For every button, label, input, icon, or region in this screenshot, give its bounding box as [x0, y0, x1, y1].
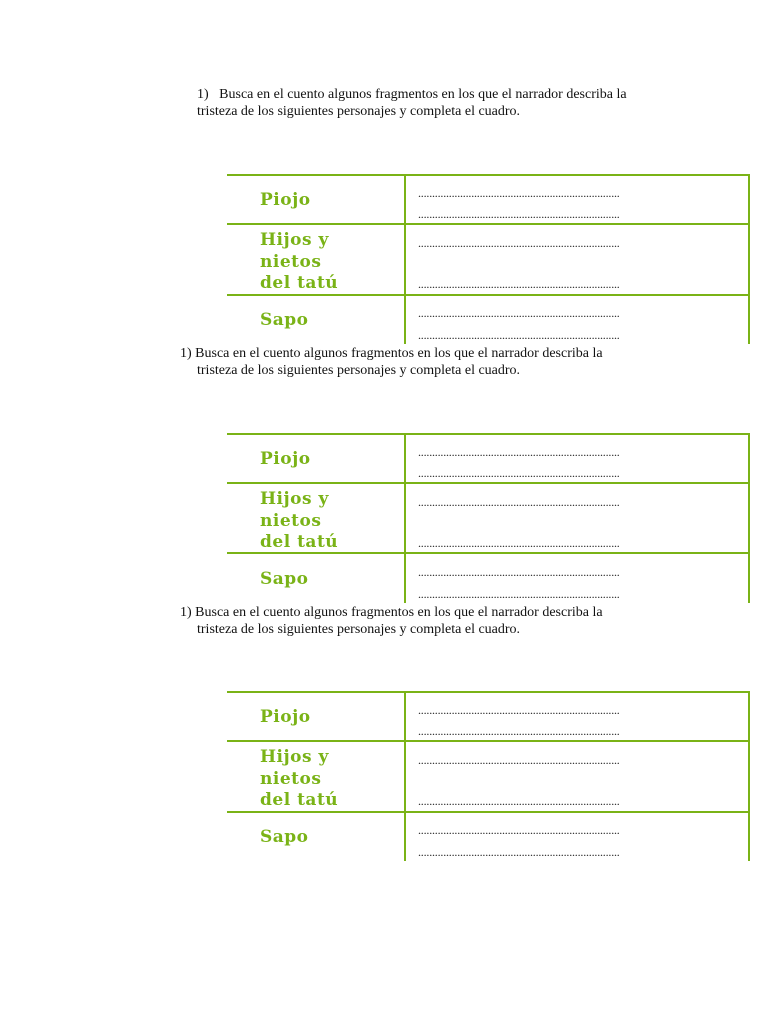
character-name: Sapo — [260, 827, 309, 847]
character-name: Hijos y nietos del tatú — [260, 747, 339, 810]
answer-line[interactable]: ........................................................................ — [418, 794, 620, 808]
column-divider — [404, 174, 406, 344]
instruction-text — [180, 604, 627, 638]
instruction-number: 1) — [180, 605, 192, 620]
row-divider — [227, 740, 750, 742]
table-border-right — [748, 174, 750, 344]
table-border-top — [227, 691, 750, 693]
character-name: Piojo — [260, 449, 311, 469]
answer-line[interactable]: ........................................................................ — [418, 565, 620, 579]
table-border-top — [227, 174, 750, 176]
answer-line[interactable]: ........................................................................ — [418, 207, 620, 221]
instruction-body: Busca en el cuento algunos fragmentos en los que el narrador describa la tristeza de los siguientes personajes y completa el cuadro. — [197, 87, 627, 119]
answer-line[interactable]: ........................................................................ — [418, 823, 620, 837]
answer-line[interactable]: ........................................................................ — [418, 724, 620, 738]
character-table — [227, 174, 750, 344]
row-divider — [227, 482, 750, 484]
answer-line[interactable]: ........................................................................ — [418, 328, 620, 342]
instruction-number: 1) — [180, 346, 192, 361]
character-name: Sapo — [260, 569, 309, 589]
answer-line[interactable]: ........................................................................ — [418, 536, 620, 550]
character-name: Sapo — [260, 310, 309, 330]
answer-line[interactable]: ........................................................................ — [418, 703, 620, 717]
table-border-right — [748, 433, 750, 603]
row-divider — [227, 223, 750, 225]
character-table — [227, 691, 750, 861]
character-name: Hijos y nietos del tatú — [260, 230, 339, 293]
instruction-body: Busca en el cuento algunos fragmentos en los que el narrador describa la tristeza de los siguientes personajes y completa el cuadro. — [195, 346, 603, 378]
answer-line[interactable]: ........................................................................ — [418, 587, 620, 601]
column-divider — [404, 691, 406, 861]
character-name: Hijos y nietos del tatú — [260, 489, 339, 552]
answer-line[interactable]: ........................................................................ — [418, 236, 620, 250]
character-name: Piojo — [260, 190, 311, 210]
answer-line[interactable]: ........................................................................ — [418, 306, 620, 320]
table-border-top — [227, 433, 750, 435]
instruction-text — [180, 345, 627, 379]
answer-line[interactable]: ........................................................................ — [418, 466, 620, 480]
column-divider — [404, 433, 406, 603]
character-name: Piojo — [260, 707, 311, 727]
instruction-body: Busca en el cuento algunos fragmentos en los que el narrador describa la tristeza de los siguientes personajes y completa el cuadro. — [195, 605, 603, 637]
answer-line[interactable]: ........................................................................ — [418, 845, 620, 859]
answer-line[interactable]: ........................................................................ — [418, 753, 620, 767]
instruction-number: 1) — [197, 87, 209, 102]
answer-line[interactable]: ........................................................................ — [418, 495, 620, 509]
character-table — [227, 433, 750, 603]
instruction-text — [197, 86, 627, 120]
answer-line[interactable]: ........................................................................ — [418, 186, 620, 200]
table-border-right — [748, 691, 750, 861]
answer-line[interactable]: ........................................................................ — [418, 277, 620, 291]
answer-line[interactable]: ........................................................................ — [418, 445, 620, 459]
